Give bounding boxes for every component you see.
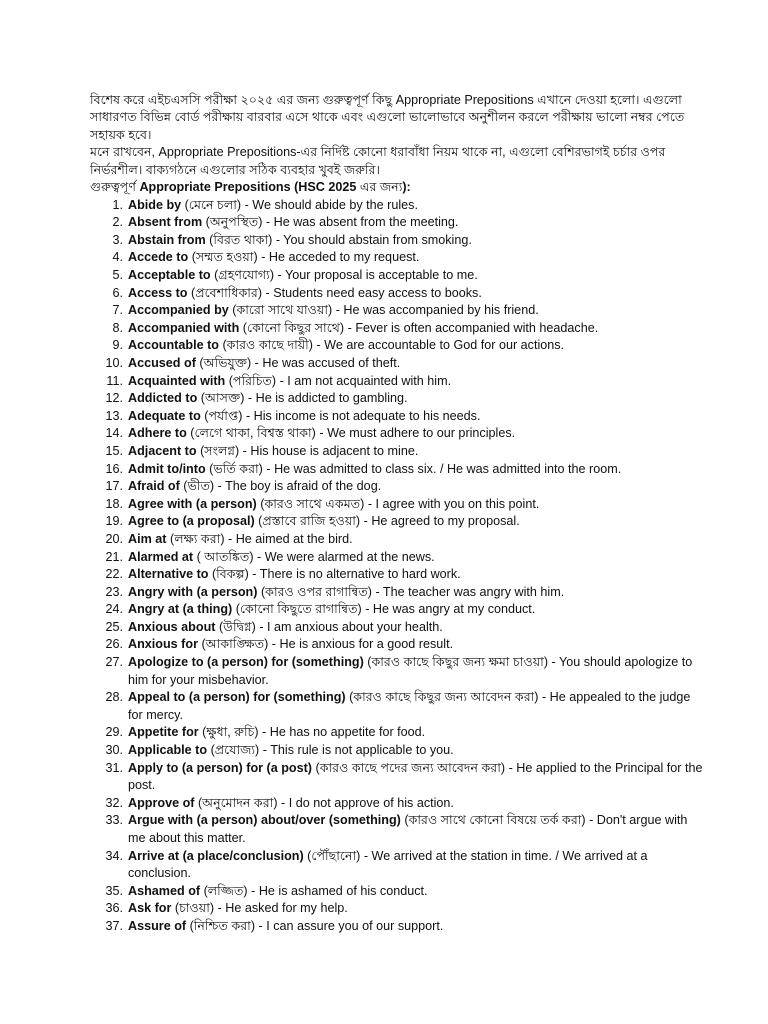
item-term: Alternative to (128, 567, 209, 582)
item-term: Acceptable to (128, 268, 211, 282)
item-term: Agree to (a proposal) (128, 514, 255, 529)
item-term: Appeal to (a person) for (something) (128, 690, 346, 705)
list-item (90, 232, 708, 250)
item-body (128, 197, 708, 215)
list-item (90, 373, 708, 391)
item-example: - He aimed at the bird. (224, 531, 353, 546)
item-body (128, 601, 708, 619)
item-example: - The teacher was angry with him. (371, 584, 565, 599)
list-item (90, 654, 708, 689)
list-item (90, 549, 708, 567)
item-example: - We are accountable to God for our actions. (312, 338, 565, 353)
item-number: 1. (112, 197, 123, 212)
list-item (90, 197, 708, 215)
item-meaning: (অনুপস্থিত) (202, 215, 263, 230)
list-item (90, 355, 708, 373)
item-meaning: (গ্রহণযোগ্য) (210, 268, 275, 282)
item-number: 29. (105, 725, 123, 740)
item-example: - I am anxious about your health. (255, 619, 443, 634)
item-body (128, 584, 708, 602)
item-body (128, 249, 708, 267)
item-meaning: (সংলগ্ন) (196, 443, 240, 458)
intro-section (90, 92, 708, 179)
item-meaning: (অনুমোদন করা) (194, 795, 278, 810)
item-term: Approve of (128, 795, 195, 810)
item-meaning: (আকাঙ্ক্ষিত) (197, 637, 269, 652)
item-term: Accused of (128, 355, 196, 370)
list-item (90, 918, 708, 936)
item-body (128, 795, 708, 813)
item-number: 27. (105, 655, 123, 670)
item-term: Adjacent to (128, 443, 197, 458)
item-meaning: (কারও কাছে দায়ী) (218, 338, 313, 353)
item-body (128, 320, 708, 338)
item-example: - Fever is often accompanied with headache. (344, 320, 599, 335)
item-example: - I do not approve of his action. (277, 795, 454, 810)
item-number: 26. (105, 637, 123, 652)
item-body (128, 355, 708, 373)
item-body (128, 443, 708, 461)
item-body (128, 760, 708, 795)
item-body (128, 496, 708, 514)
item-meaning: (নিশ্চিত করা) (186, 918, 256, 933)
item-meaning: (সম্মত হওয়া) (188, 250, 258, 265)
item-example: - You should abstain from smoking. (272, 232, 472, 247)
item-meaning: (চাওয়া) (171, 901, 215, 916)
item-meaning: (বিকল্প) (208, 567, 249, 582)
list-item (90, 513, 708, 531)
item-example: - He is ashamed of his conduct. (247, 883, 428, 898)
item-body (128, 425, 708, 443)
list-item (90, 425, 708, 443)
list-item (90, 496, 708, 514)
list-item (90, 214, 708, 232)
item-example: - He was absent from the meeting. (262, 215, 459, 230)
item-term: Applicable to (128, 743, 208, 758)
list-item (90, 302, 708, 320)
item-example: - He asked for my help. (214, 901, 348, 916)
item-body (128, 549, 708, 567)
item-term: Accede to (128, 250, 189, 265)
item-body (128, 337, 708, 355)
item-body (128, 531, 708, 549)
list-item (90, 461, 708, 479)
item-example: - He applied to the Principal for the post. (128, 760, 703, 793)
list-heading (90, 179, 708, 197)
item-example: - He was admitted to class six. / He was admitted into the room. (262, 461, 622, 476)
item-number: 14. (105, 426, 123, 441)
item-meaning: (আসক্ত) (197, 391, 245, 406)
item-meaning: (ভর্তি করা) (205, 461, 263, 476)
item-number: 19. (105, 514, 123, 529)
item-example: - He is addicted to gambling. (244, 391, 408, 406)
item-term: Agree with (a person) (128, 496, 257, 511)
item-body (128, 636, 708, 654)
list-item (90, 636, 708, 654)
item-number: 12. (105, 391, 123, 406)
item-term: Access to (128, 285, 188, 300)
item-term: Anxious about (128, 619, 216, 634)
item-term: Acquainted with (128, 373, 226, 388)
item-meaning: (লেগে থাকা, বিশ্বস্ত থাকা) (186, 426, 316, 441)
item-number: 6. (112, 285, 123, 300)
list-item (90, 689, 708, 724)
item-example: - I agree with you on this point. (364, 496, 540, 511)
item-number: 33. (105, 813, 123, 828)
item-example: - His house is adjacent to mine. (239, 443, 419, 458)
item-body (128, 883, 708, 901)
item-body (128, 461, 708, 479)
item-number: 13. (105, 408, 123, 423)
item-meaning: (পরিচিত) (225, 373, 277, 388)
list-item (90, 812, 708, 847)
item-term: Absent from (128, 215, 203, 230)
item-number: 34. (105, 848, 123, 863)
item-number: 37. (105, 918, 123, 933)
item-term: Ashamed of (128, 883, 201, 898)
item-number: 7. (112, 303, 123, 318)
item-example: - He is anxious for a good result. (268, 637, 454, 652)
item-term: Angry with (a person) (128, 584, 258, 599)
item-body (128, 373, 708, 391)
list-item (90, 848, 708, 883)
item-term: Adhere to (128, 426, 187, 441)
item-term: Accountable to (128, 338, 219, 353)
prepositions-list (90, 197, 708, 936)
list-item (90, 337, 708, 355)
list-item (90, 883, 708, 901)
list-item (90, 478, 708, 496)
item-example: - Students need easy access to books. (262, 285, 482, 300)
item-example: - He was accused of theft. (251, 355, 401, 370)
item-term: Arrive at (a place/conclusion) (128, 848, 304, 863)
intro-paragraph: বিশেষ করে এইচএসসি পরীক্ষা ২০২৫ এর জন্য গুরুত্বপূর্ণ কিছু Appropriate Prepositions এখানে দেওয়া হলো। এগুলো সাধারণত বিভিন্ন বোর্ড পরীক্ষায় বারবার এসে থাকে এবং এগুলো ভালোভাবে অনুশীলন করলে পরীক্ষায় ভালো নম্বর পেতে সহায়ক হবে। (90, 93, 685, 142)
item-body (128, 900, 708, 918)
item-example: - He has no appetite for food. (258, 725, 426, 740)
item-example: - He appealed to the judge for mercy. (128, 690, 691, 722)
list-item (90, 443, 708, 461)
item-number: 4. (112, 250, 123, 265)
item-example: - We were alarmed at the news. (253, 549, 435, 564)
item-number: 35. (105, 883, 123, 898)
item-example: - Don't argue with me about this matter. (128, 813, 688, 845)
item-body (128, 214, 708, 232)
item-term: Argue with (a person) about/over (something) (128, 813, 401, 828)
item-number: 10. (105, 355, 123, 370)
item-meaning: (কারও ওপর রাগান্বিত) (257, 584, 372, 599)
item-meaning: (প্রবেশাধিকার) (187, 285, 263, 300)
list-item (90, 566, 708, 584)
item-term: Abstain from (128, 232, 206, 247)
item-number: 23. (105, 584, 123, 599)
list-item (90, 900, 708, 918)
list-item (90, 390, 708, 408)
item-example: - There is no alternative to hard work. (248, 567, 461, 582)
item-body (128, 408, 708, 426)
item-example: - He was angry at my conduct. (361, 602, 536, 617)
item-body (128, 513, 708, 531)
item-body (128, 285, 708, 303)
item-meaning: (পৌঁছানো) (303, 848, 361, 863)
item-example: - The boy is afraid of the dog. (214, 479, 382, 494)
item-meaning: (প্রযোজ্য) (207, 743, 260, 758)
item-meaning: (কোনো কিছুর সাথে) (239, 320, 345, 335)
list-item (90, 285, 708, 303)
item-body (128, 302, 708, 320)
item-number: 24. (105, 602, 123, 617)
item-body (128, 232, 708, 250)
item-meaning: (কোনো কিছুতে রাগান্বিত) (232, 602, 362, 617)
item-number: 21. (105, 549, 123, 564)
item-body (128, 390, 708, 408)
item-example: - We should abide by the rules. (241, 197, 418, 212)
item-body (128, 918, 708, 936)
item-number: 17. (105, 479, 123, 494)
item-example: - I can assure you of our support. (255, 918, 444, 933)
item-body (128, 478, 708, 496)
item-body (128, 689, 708, 724)
item-term: Angry at (a thing) (128, 602, 233, 617)
list-item (90, 601, 708, 619)
item-term: Assure of (128, 918, 187, 933)
heading-bold: Appropriate Prepositions (HSC 2025 (139, 180, 357, 195)
item-meaning: (ভীত) (179, 479, 215, 494)
item-example: - He was accompanied by his friend. (332, 303, 539, 318)
item-term: Apply to (a person) for (a post) (128, 760, 313, 775)
item-example: - You should apologize to him for your misbehavior. (128, 655, 693, 687)
item-body (128, 267, 708, 285)
list-item (90, 619, 708, 637)
item-number: 3. (112, 232, 123, 247)
item-example: - He agreed to my proposal. (360, 514, 520, 529)
item-term: Abide by (128, 197, 182, 212)
heading-prefix: গুরুত্বপূর্ণ (90, 180, 140, 195)
item-example: - I am not acquainted with him. (276, 373, 452, 388)
item-meaning: (পর্যাপ্ত) (200, 408, 243, 423)
item-term: Accompanied by (128, 303, 229, 318)
item-example: - He acceded to my request. (257, 250, 420, 265)
item-term: Admit to/into (128, 461, 206, 476)
item-number: 28. (105, 690, 123, 705)
item-term: Addicted to (128, 391, 198, 406)
item-meaning: (বিরত থাকা) (205, 232, 273, 247)
item-number: 30. (105, 743, 123, 758)
item-number: 5. (112, 268, 123, 282)
item-body (128, 812, 708, 847)
list-item (90, 267, 708, 285)
item-number: 25. (105, 619, 123, 634)
item-example: - His income is not adequate to his needs. (242, 408, 481, 423)
item-body (128, 566, 708, 584)
item-example: - Your proposal is acceptable to me. (274, 268, 478, 282)
item-body (128, 742, 708, 760)
item-meaning: (অভিযুক্ত) (195, 355, 252, 370)
list-item (90, 760, 708, 795)
list-item (90, 408, 708, 426)
item-meaning: (লজ্জিত) (200, 883, 248, 898)
item-meaning: (কারো সাথে যাওয়া) (228, 303, 333, 318)
item-meaning: (লক্ষ্য করা) (166, 531, 225, 546)
item-term: Apologize to (a person) for (something) (128, 655, 364, 670)
item-number: 20. (105, 531, 123, 546)
item-example: - We arrived at the station in time. / We arrived at a conclusion. (128, 848, 648, 881)
item-meaning: (কারও সাথে কোনো বিষয়ে তর্ক করা) (400, 813, 586, 828)
item-meaning: ( আতঙ্কিত) (193, 549, 254, 564)
list-item (90, 584, 708, 602)
item-number: 2. (112, 215, 123, 230)
list-item (90, 742, 708, 760)
item-term: Afraid of (128, 479, 180, 494)
item-meaning: (মেনে চলা) (181, 197, 242, 212)
list-item (90, 249, 708, 267)
item-term: Alarmed at (128, 549, 194, 564)
item-meaning: (উদ্বিগ্ন) (215, 619, 256, 634)
heading-end: ): (402, 180, 411, 195)
item-term: Accompanied with (128, 320, 240, 335)
list-item (90, 724, 708, 742)
item-body (128, 848, 708, 883)
item-example: - We must adhere to our principles. (315, 426, 516, 441)
intro-paragraph: মনে রাখবেন, Appropriate Prepositions-এর নির্দিষ্ট কোনো ধরাবাঁধা নিয়ম থাকে না, এগুলো বেশিরভাগই চর্চার ওপর নির্ভরশীল। বাক্যগঠনে এগুলোর সঠিক ব্যবহার খুবই জরুরি। (90, 145, 666, 177)
item-meaning: (কারও সাথে একমত) (256, 496, 365, 511)
heading-suffix: এর জন্য (356, 180, 403, 195)
item-term: Anxious for (128, 637, 198, 652)
item-example: - This rule is not applicable to you. (259, 743, 454, 758)
item-meaning: (কারও কাছে কিছুর জন্য আবেদন করা) (345, 690, 539, 705)
item-number: 31. (105, 760, 123, 775)
list-item (90, 320, 708, 338)
item-number: 22. (105, 567, 123, 582)
item-number: 32. (105, 795, 123, 810)
item-number: 15. (105, 443, 123, 458)
item-number: 18. (105, 496, 123, 511)
list-item (90, 795, 708, 813)
item-body (128, 724, 708, 742)
item-meaning: (ক্ষুধা, রুচি) (198, 725, 259, 740)
item-number: 11. (106, 373, 123, 388)
item-body (128, 654, 708, 689)
item-term: Appetite for (128, 725, 199, 740)
item-number: 36. (105, 901, 123, 916)
item-meaning: (কারও কাছে পদের জন্য আবেদন করা) (312, 760, 506, 775)
list-item (90, 531, 708, 549)
item-body (128, 619, 708, 637)
item-term: Adequate to (128, 408, 201, 423)
item-term: Aim at (128, 531, 167, 546)
item-meaning: (কারও কাছে কিছুর জন্য ক্ষমা চাওয়া) (363, 655, 549, 670)
item-number: 9. (112, 338, 123, 353)
item-number: 16. (105, 461, 123, 476)
item-number: 8. (112, 320, 123, 335)
item-meaning: (প্রস্তাবে রাজি হওয়া) (254, 514, 361, 529)
item-term: Ask for (128, 901, 172, 916)
